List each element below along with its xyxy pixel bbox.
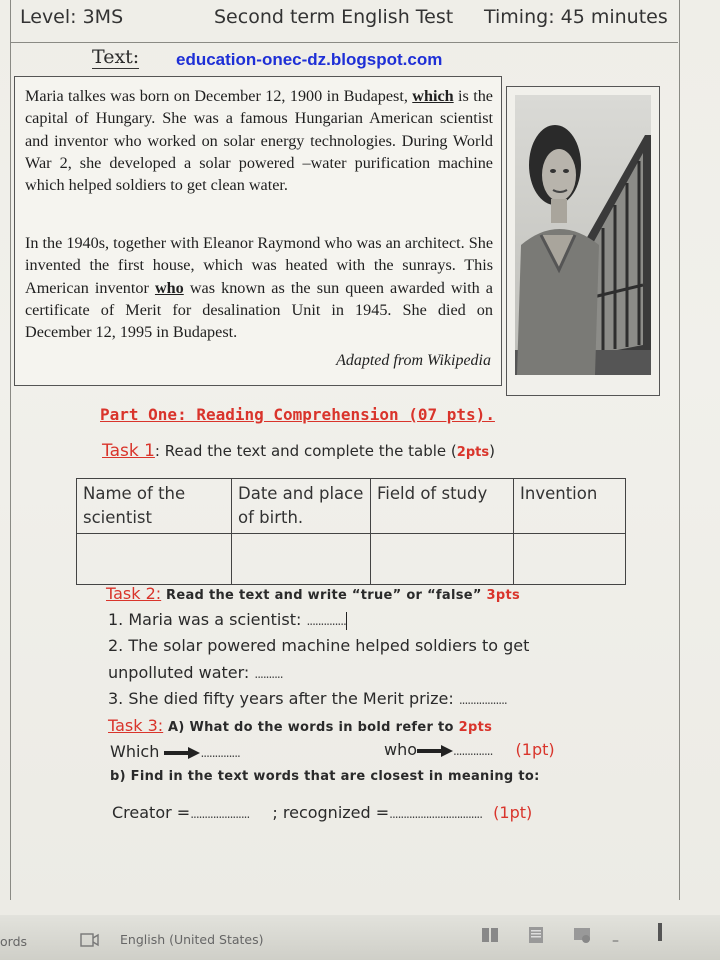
bold-word-who: who <box>154 278 184 297</box>
task-3-a-points: 2pts <box>458 720 493 735</box>
task-3-label: Task 3: <box>108 716 164 735</box>
passage-paragraph-2 <box>25 232 493 343</box>
task-3-a-text: A) What do the words in bold refer to <box>163 720 459 735</box>
scientist-info-table <box>76 478 626 585</box>
timing-label: Timing: 45 minutes <box>484 6 668 28</box>
p2-start: In the 1940s, together with Eleanor Raymond who was an architect. She invented the first house, which was heated with the sunrays. This American inventor <box>25 234 493 297</box>
answer-blank[interactable]: ................. <box>458 693 507 707</box>
text-heading: Text: <box>92 46 140 68</box>
which-label: Which <box>110 742 160 761</box>
creator-label: Creator = <box>112 803 191 822</box>
watermark-url: education-onec-dz.blogspot.com <box>176 50 443 69</box>
scientist-and-house-photo <box>515 95 651 375</box>
answer-blank[interactable]: .............. <box>453 744 493 758</box>
table-header-cell: Name of the scientist <box>77 479 232 534</box>
task-2-label: Task 2: <box>106 584 162 603</box>
answer-blank[interactable]: .............. <box>306 614 346 628</box>
p2-rest: was known as the sun queen awarded with a certificate of Merit for desalination Unit in 1945. She died on December 12, 1995 in Budapest. <box>25 278 493 342</box>
recognized-label: ; recognized = <box>272 803 390 822</box>
task-3-b-instruction: b) Find in the text words that are closest in meaning to: <box>110 769 540 784</box>
text-cursor <box>346 612 347 630</box>
photo-frame <box>506 86 660 396</box>
answer-cell-invention[interactable] <box>514 534 626 585</box>
passage-paragraph-1 <box>25 85 493 196</box>
part-one-heading: Part One: Reading Comprehension (07 pts). <box>100 405 495 424</box>
answer-cell-birth[interactable] <box>232 534 371 585</box>
header-divider <box>10 42 678 43</box>
task-1-label: Task 1 <box>102 441 155 461</box>
table-row <box>77 534 626 585</box>
question-3-text: 3. She died fifty years after the Merit prize: <box>108 689 459 708</box>
p1-rest: is the capital of Hungary. She was a famous Hungarian American scientist and inventor who worked on solar energy technologies. During World War 2, she developed a solar powered –water purification machine which helped soldiers to get clean water. <box>25 87 493 195</box>
zoom-out-button[interactable]: – <box>612 933 619 949</box>
table-header-cell: Invention <box>514 479 626 534</box>
question-2-line-1: 2. The solar powered machine helped soldiers to get <box>108 636 530 655</box>
status-bar <box>0 915 720 960</box>
test-title: Second term English Test <box>214 6 454 28</box>
task-3-instruction <box>108 716 492 735</box>
task-2-text: Read the text and write “true” or “false” <box>161 588 487 603</box>
question-3 <box>108 689 507 708</box>
reading-passage <box>14 76 502 386</box>
question-1-text: 1. Maria was a scientist: <box>108 610 307 629</box>
which-reference-row <box>110 742 240 761</box>
task-2-points: 3pts <box>486 588 521 603</box>
answer-cell-name[interactable] <box>77 534 232 585</box>
level-label: Level: 3MS <box>20 6 124 28</box>
word-count[interactable]: ords <box>0 934 28 949</box>
question-2-text: unpolluted water: <box>108 663 255 682</box>
p1-start: Maria talkes was born on December 12, 1900 in Budapest, <box>25 87 408 105</box>
question-2-line-2 <box>108 663 283 682</box>
synonym-row <box>112 803 532 822</box>
task-2-instruction <box>106 584 520 603</box>
arrow-right-icon <box>164 747 200 759</box>
passage-source: Adapted from Wikipedia <box>336 352 491 369</box>
task-1-text: : Read the text and complete the table ( <box>154 442 457 460</box>
answer-cell-field[interactable] <box>371 534 514 585</box>
table-header-cell: Field of study <box>371 479 514 534</box>
read-mode-icon[interactable] <box>480 925 500 945</box>
proofing-icon[interactable] <box>80 932 100 948</box>
answer-blank[interactable]: ................................. <box>389 807 483 821</box>
table-header-row <box>77 479 626 534</box>
arrow-right-icon <box>417 745 453 757</box>
answer-blank[interactable]: ..................... <box>190 807 250 821</box>
table-header-cell: Date and place of birth. <box>232 479 371 534</box>
point-value: (1pt) <box>493 803 533 822</box>
answer-blank[interactable]: .......... <box>254 667 283 681</box>
who-reference-row <box>384 740 555 759</box>
point-value: (1pt) <box>515 740 555 759</box>
answer-blank[interactable]: .............. <box>200 746 240 760</box>
print-layout-icon[interactable] <box>526 925 546 945</box>
task-1-points: 2pts <box>456 445 490 460</box>
test-header <box>10 0 678 42</box>
zoom-slider[interactable] <box>658 923 662 941</box>
question-1 <box>108 610 347 630</box>
task-1-close: ) <box>489 442 495 460</box>
task-1-instruction <box>102 441 495 461</box>
bold-word-which: which <box>412 87 454 105</box>
who-label: who <box>384 740 418 759</box>
language-indicator[interactable]: English (United States) <box>120 932 264 947</box>
web-layout-icon[interactable] <box>572 925 592 945</box>
